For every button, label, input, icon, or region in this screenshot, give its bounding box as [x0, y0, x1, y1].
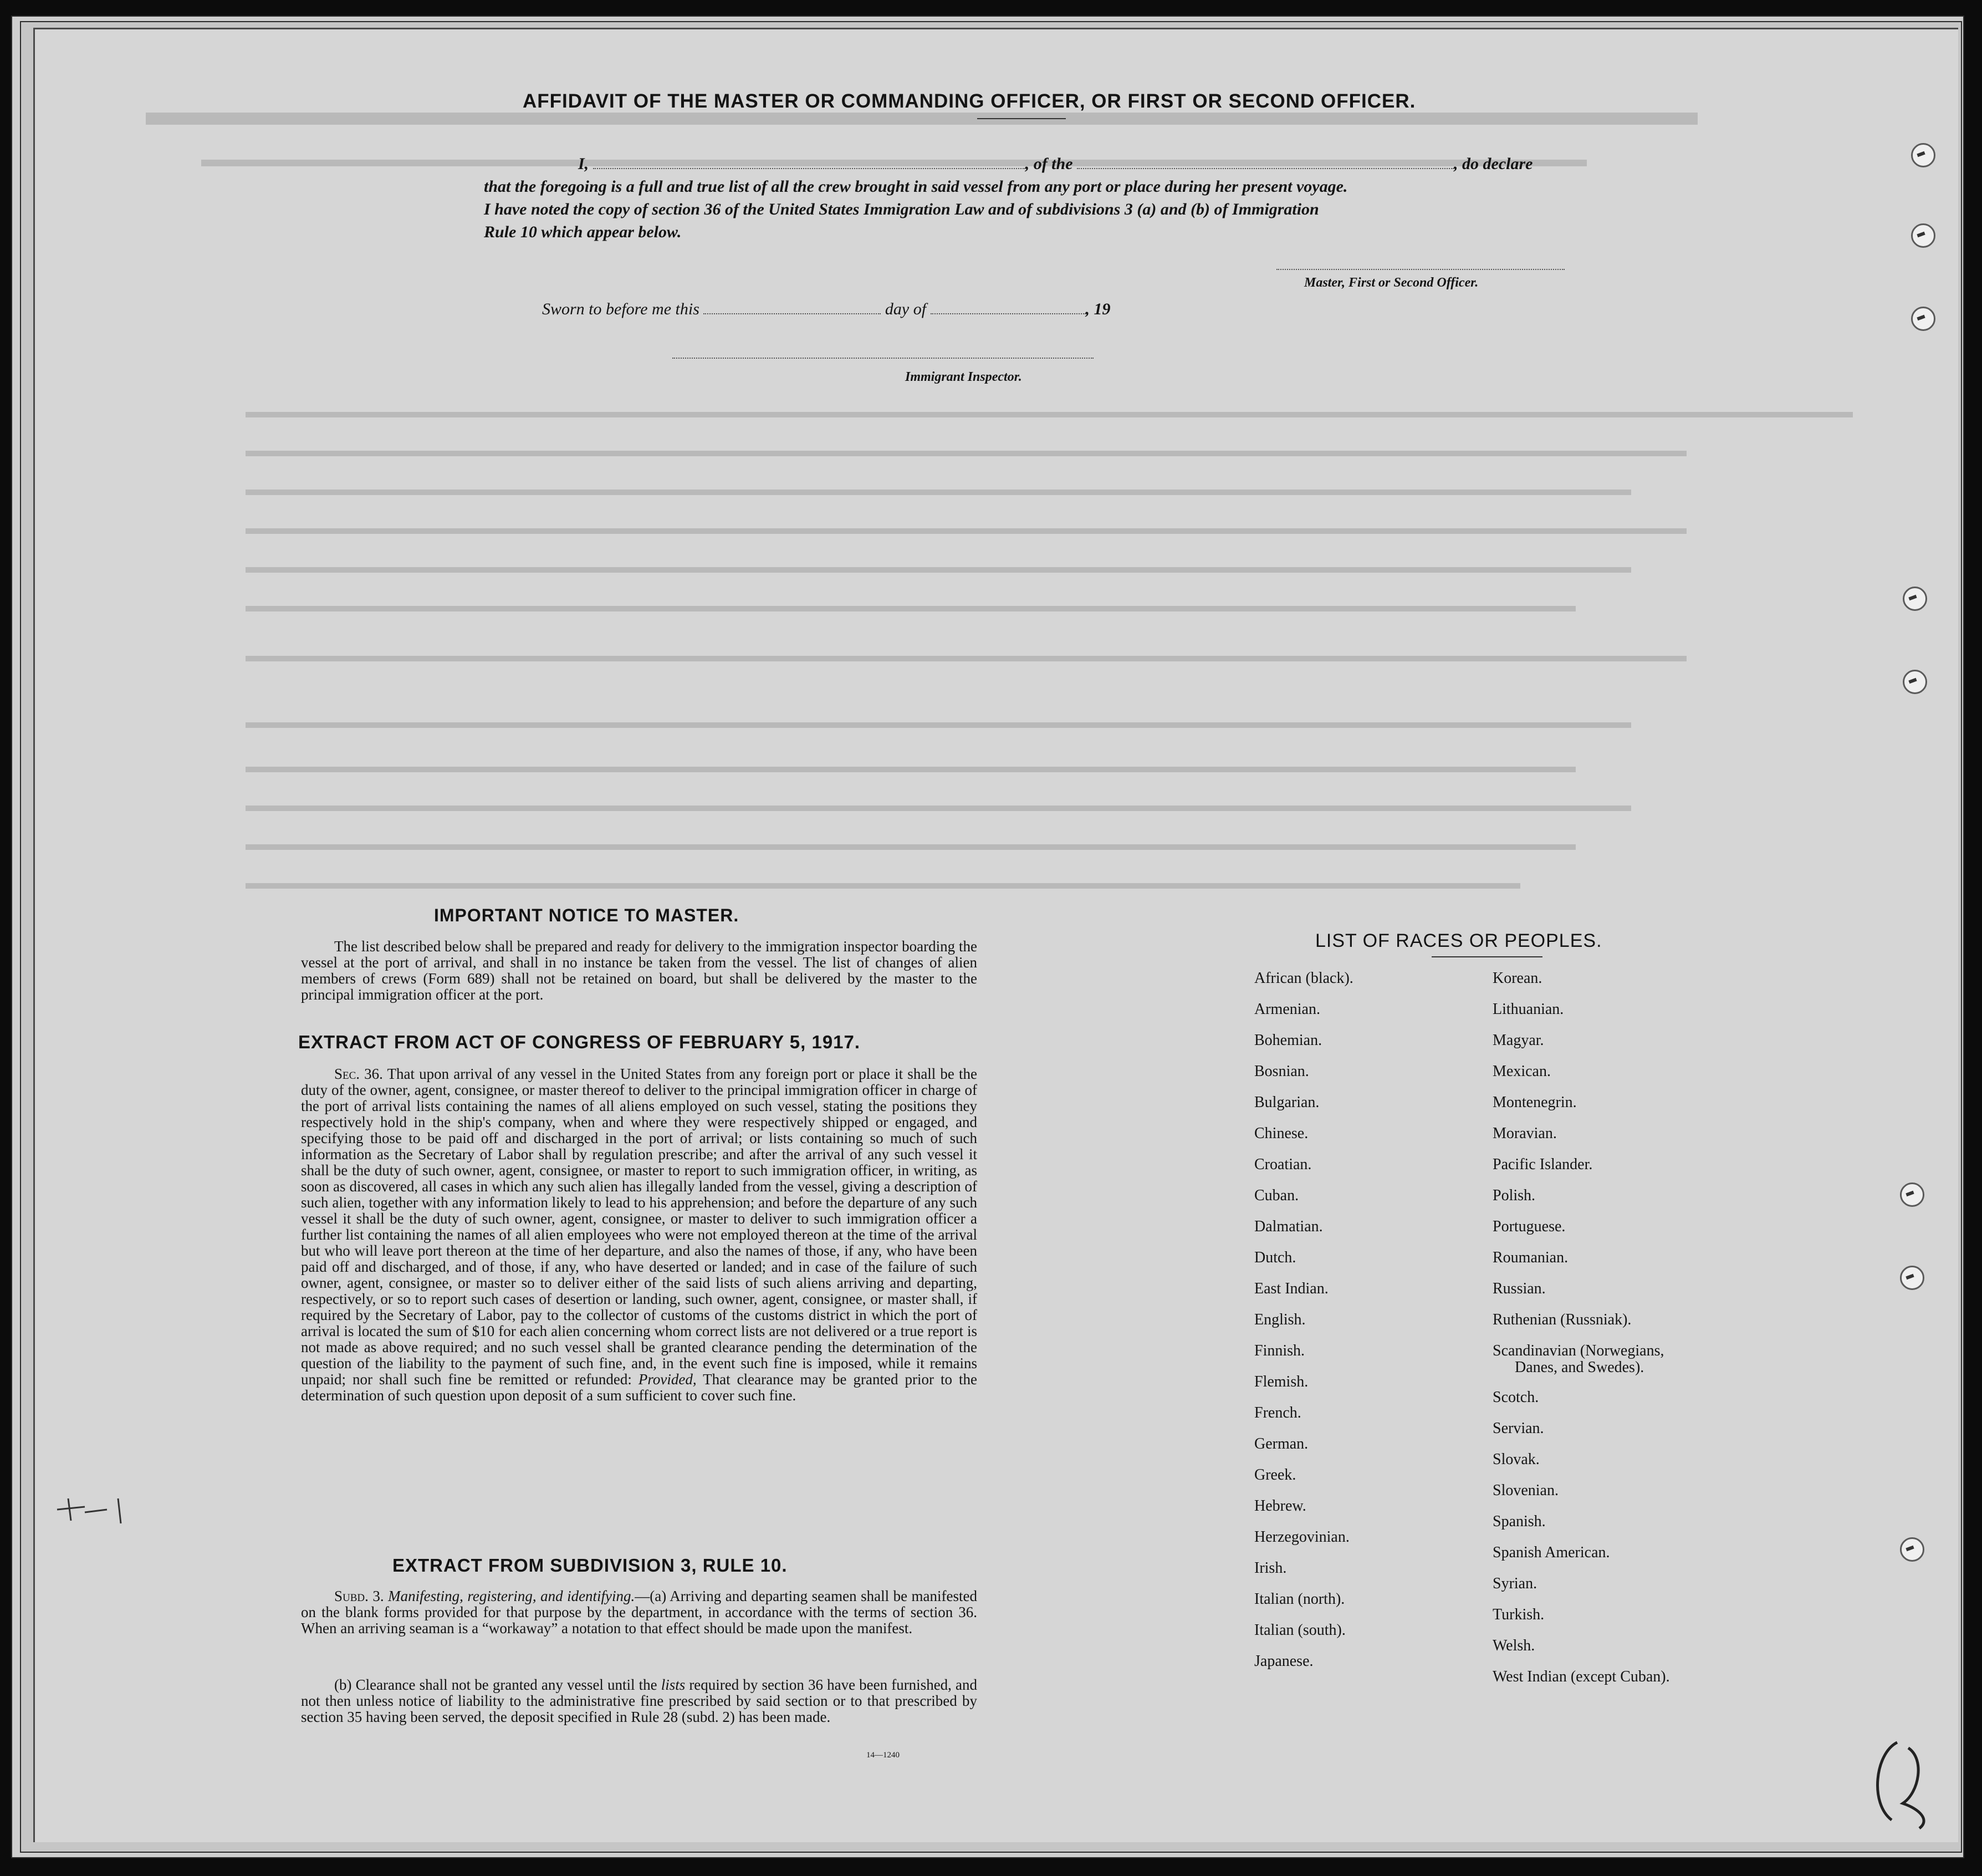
affidavit-i: I,	[578, 155, 589, 173]
race-item: Croatian.	[1254, 1156, 1312, 1173]
race-item: Armenian.	[1254, 1001, 1320, 1018]
notice-title: IMPORTANT NOTICE TO MASTER.	[434, 905, 739, 925]
form-number: 14—1240	[866, 1751, 900, 1760]
race-item: Dalmatian.	[1254, 1218, 1323, 1235]
race-item: Lithuanian.	[1493, 1001, 1564, 1018]
race-item: Bohemian.	[1254, 1032, 1322, 1049]
race-item: Bosnian.	[1254, 1063, 1309, 1080]
race-item: Italian (north).	[1254, 1590, 1345, 1608]
race-item: Dutch.	[1254, 1249, 1296, 1266]
race-item: Korean.	[1493, 970, 1542, 987]
affidavit-line-3: I have noted the copy of section 36 of the United States Immigration Law and of subdivisions 3 (a) and (b) of Immigration	[484, 200, 1319, 218]
race-item: English.	[1254, 1311, 1306, 1328]
binder-hole-icon	[1911, 223, 1935, 248]
provided-text: Provided,	[638, 1371, 697, 1388]
race-item: Scandinavian (Norwegians,	[1493, 1342, 1664, 1359]
affidavit-declare: , do declare	[1454, 155, 1533, 173]
name-field[interactable]	[593, 168, 1025, 169]
binder-hole-icon	[1911, 307, 1935, 331]
affidavit-of-the: , of the	[1025, 155, 1073, 173]
vessel-field[interactable]	[1077, 168, 1454, 169]
binder-hole-icon	[1903, 670, 1927, 694]
affidavit-title: AFFIDAVIT OF THE MASTER OR COMMANDING OFFICER, OR FIRST OR SECOND OFFICER.	[523, 90, 1416, 112]
affidavit-line-4: Rule 10 which appear below.	[484, 223, 682, 241]
race-item: Montenegrin.	[1493, 1094, 1577, 1111]
race-item: Cuban.	[1254, 1187, 1299, 1204]
race-item: Spanish American.	[1493, 1544, 1610, 1561]
race-item: West Indian (except Cuban).	[1493, 1668, 1670, 1685]
subd-text-lists: lists	[661, 1676, 686, 1693]
subd-heading: Manifesting, registering, and identifying.	[388, 1588, 635, 1604]
race-item: Portuguese.	[1493, 1218, 1566, 1235]
day-field[interactable]	[703, 313, 881, 314]
divider	[977, 118, 1066, 119]
binder-hole-icon	[1900, 1537, 1924, 1562]
race-item: Flemish.	[1254, 1373, 1309, 1390]
races-title: LIST OF RACES OR PEOPLES.	[1315, 930, 1602, 951]
race-item: Turkish.	[1493, 1606, 1545, 1623]
binder-hole-icon	[1903, 587, 1927, 611]
race-item: Danes, and Swedes).	[1515, 1359, 1644, 1376]
act-title: EXTRACT FROM ACT OF CONGRESS OF FEBRUARY 5, 1917.	[298, 1032, 861, 1052]
sworn-line	[542, 300, 1111, 319]
race-item: German.	[1254, 1435, 1309, 1452]
subd-label: Subd. 3.	[334, 1588, 384, 1604]
subd-text-b2: required by section 36 have been furnished, and not then unless notice of liability to the administrative fine prescribed by said section or to that prescribed by section 35 having been served, the deposit specified in Rule 28 (subd. 2) has been made.	[301, 1676, 978, 1725]
affidavit-statement	[484, 152, 1592, 243]
race-item: Finnish.	[1254, 1342, 1305, 1359]
race-item: Magyar.	[1493, 1032, 1544, 1049]
race-item: Roumanian.	[1493, 1249, 1569, 1266]
handwritten-mark	[52, 1493, 135, 1532]
section-label: Sec. 36.	[334, 1066, 383, 1082]
race-item: Greek.	[1254, 1466, 1296, 1484]
race-item: Italian (south).	[1254, 1622, 1346, 1639]
race-item: Polish.	[1493, 1187, 1536, 1204]
race-item: Bulgarian.	[1254, 1094, 1320, 1111]
month-field[interactable]	[931, 313, 1086, 314]
act-text-end: That clearance may be granted prior to the determination of such question upon deposit of a sum sufficient to cover such fine.	[301, 1371, 978, 1404]
subd-text-a: —(a) Arriving and departing seamen shall be manifested on the blank forms provided for that purpose by the department, in accordance with the terms of section 36. When an arriving seaman is a “workaway” a notation to that effect should be made upon the manifest.	[301, 1588, 977, 1637]
race-item: Chinese.	[1254, 1125, 1309, 1142]
races-right-column	[1493, 971, 1670, 1700]
act-body	[301, 1066, 977, 1404]
race-item: Syrian.	[1493, 1575, 1537, 1592]
race-item: Pacific Islander.	[1493, 1156, 1593, 1173]
race-item: French.	[1254, 1404, 1301, 1421]
signature-label: Master, First or Second Officer.	[1304, 276, 1479, 290]
race-item: African (black).	[1254, 970, 1353, 987]
binder-hole-icon	[1911, 143, 1935, 167]
race-item: Ruthenian (Russniak).	[1493, 1311, 1632, 1328]
divider	[1432, 956, 1542, 957]
rule-title: EXTRACT FROM SUBDIVISION 3, RULE 10.	[392, 1555, 788, 1576]
race-item: Scotch.	[1493, 1389, 1539, 1406]
act-text: That upon arrival of any vessel in the United States from any foreign port or place it shall be the duty of the owner, agent, consignee, or master thereof to deliver to the principal immigration officer in charge of the port of arrival lists containing the names of all aliens employed on such vessel, stating the positions they respectively hold in the ship's company, when and where they were respectively shipped or engaged, and specifying those to be paid off and discharged in the port of arrival; or lists containing so much of such information as the Secretary of Labor shall by regulation prescribe; and after the arrival of any such vessel it shall be the duty of such owner, agent, consignee, or master to report to such immigration officer, in writing, as soon as discovered, all cases in which any such alien has illegally landed from the vessel, giving a description of such alien, together with any information likely to lead to his apprehension; and before the departure of any such vessel it shall be the duty of such owner, agent, consignee, or master to deliver to such immigration officer a further list containing the names of all alien employees who were not employed thereon at the time of the arrival but who will leave port thereon at the time of her departure, and also the names of those, if any, who have been paid off and discharged, and of those, if any, who have deserted or landed; and in case of the failure of such owner, agent, consignee, or master so to deliver either of the said lists of such aliens arriving and departing, respectively, or so to report such cases of desertion or landing, such owner, agent, consignee, or master shall, if required by the Secretary of Labor, pay to the collector of customs of the customs district in which the port of arrival is located the sum of $10 for each alien concerning whom correct lists are not delivered or a true report is not made as above required; and no such vessel shall be granted clearance pending the determination of the question of the liability to the payment of such fine, and, in the event such fine is imposed, while it remains unpaid; nor shall such fine be remitted or refunded:	[301, 1066, 978, 1388]
race-item: Slovak.	[1493, 1451, 1540, 1468]
race-item: Welsh.	[1493, 1637, 1535, 1654]
race-item: Moravian.	[1493, 1125, 1557, 1142]
rule-para-a	[301, 1588, 977, 1637]
rule-para-b	[301, 1677, 977, 1725]
binder-hole-icon	[1900, 1182, 1924, 1207]
manifest-back-page	[33, 28, 1958, 1842]
race-item: Spanish.	[1493, 1513, 1546, 1530]
day-of-text: day of	[885, 300, 927, 318]
handwritten-annotation	[1864, 1737, 1942, 1831]
race-item: Russian.	[1493, 1280, 1546, 1297]
inspector-signature-line[interactable]	[672, 358, 1094, 359]
race-item: Servian.	[1493, 1420, 1544, 1437]
race-item: Japanese.	[1254, 1653, 1314, 1670]
year-prefix: , 19	[1085, 300, 1111, 318]
notice-body: The list described below shall be prepared and ready for delivery to the immigration inspector boarding the vessel at the port of arrival, and shall in no instance be taken from the vessel. The list of changes of alien members of crews (Form 689) shall not be retained on board, but shall be delivered by the master to the principal immigration officer at the port.	[301, 938, 977, 1003]
race-item: Hebrew.	[1254, 1497, 1306, 1515]
subd-text-b1: (b) Clearance shall not be granted any vessel until the	[334, 1676, 657, 1693]
inspector-label: Immigrant Inspector.	[905, 370, 1022, 384]
race-item: Mexican.	[1493, 1063, 1551, 1080]
sworn-text: Sworn to before me this	[542, 300, 699, 318]
race-item: Irish.	[1254, 1559, 1287, 1577]
races-left-column	[1254, 971, 1353, 1685]
race-item: Slovenian.	[1493, 1482, 1559, 1499]
race-item: Herzegovinian.	[1254, 1528, 1350, 1546]
affidavit-line-2: that the foregoing is a full and true list of all the crew brought in said vessel from any port or place during her present voyage.	[484, 177, 1348, 196]
race-item: East Indian.	[1254, 1280, 1329, 1297]
signature-line[interactable]	[1276, 269, 1565, 270]
binder-hole-icon	[1900, 1266, 1924, 1290]
